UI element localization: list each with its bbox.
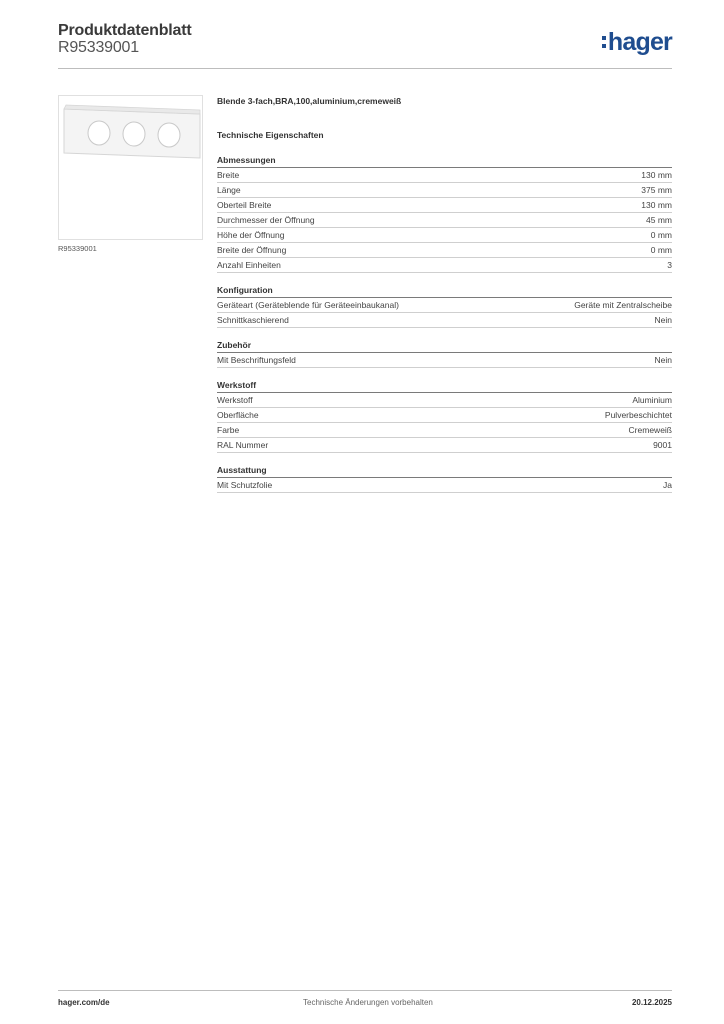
property-row	[217, 298, 672, 313]
product-name: Blende 3-fach,BRA,100,aluminium,cremeweiß	[217, 96, 402, 106]
property-value: Aluminium	[632, 395, 672, 405]
property-label: Anzahl Einheiten	[217, 260, 281, 270]
property-label: Oberfläche	[217, 410, 259, 420]
property-label: Breite	[217, 170, 240, 180]
property-row	[217, 213, 672, 228]
cover-plate-illustration	[59, 96, 202, 239]
property-label: Länge	[217, 185, 241, 195]
property-label: Geräteart (Geräteblende für Geräteeinbaukanal)	[217, 300, 399, 310]
footer-divider	[58, 990, 672, 991]
property-label: Mit Schutzfolie	[217, 480, 273, 490]
property-value: Pulverbeschichtet	[604, 410, 672, 420]
property-row	[217, 243, 672, 258]
property-label: Durchmesser der Öffnung	[217, 215, 315, 225]
image-caption: R95339001	[58, 244, 97, 253]
property-row	[217, 423, 672, 438]
logo-text: hager	[607, 28, 672, 56]
property-label: Schnittkaschierend	[217, 315, 289, 325]
product-details	[217, 95, 672, 493]
group-title-zubehoer: Zubehör	[217, 338, 672, 353]
property-label: Höhe der Öffnung	[217, 230, 285, 240]
property-label: Mit Beschriftungsfeld	[217, 355, 296, 365]
property-row	[217, 258, 672, 273]
property-label: Oberteil Breite	[217, 200, 272, 210]
property-row	[217, 353, 672, 368]
property-value: 0 mm	[650, 230, 672, 240]
property-row	[217, 313, 672, 328]
article-number: R95339001	[58, 39, 139, 56]
property-row	[217, 438, 672, 453]
document-header	[58, 22, 672, 68]
group-title-ausstattung: Ausstattung	[217, 463, 672, 478]
property-label: Werkstoff	[217, 395, 253, 405]
property-row	[217, 168, 672, 183]
header-divider	[58, 68, 672, 69]
group-title-werkstoff: Werkstoff	[217, 378, 672, 393]
footer-website-link[interactable]: hager.com/de	[58, 998, 110, 1007]
property-value: 375 mm	[641, 185, 672, 195]
page-title: Produktdatenblatt	[58, 22, 192, 39]
footer-date: 20.12.2025	[631, 998, 672, 1007]
property-row	[217, 393, 672, 408]
property-value: 3	[667, 260, 672, 270]
property-label: RAL Nummer	[217, 440, 269, 450]
property-value: 130 mm	[641, 200, 672, 210]
property-value: Nein	[654, 315, 672, 325]
property-row	[217, 408, 672, 423]
group-title-abmessungen: Abmessungen	[217, 153, 672, 168]
property-value: 130 mm	[641, 170, 672, 180]
product-image	[58, 95, 203, 240]
property-row	[217, 183, 672, 198]
footer-notice: Technische Änderungen vorbehalten	[303, 998, 433, 1007]
property-label: Farbe	[217, 425, 240, 435]
property-row	[217, 228, 672, 243]
logo-dots-icon	[602, 36, 606, 48]
property-value: Nein	[654, 355, 672, 365]
group-title-konfiguration: Konfiguration	[217, 283, 672, 298]
property-label: Breite der Öffnung	[217, 245, 287, 255]
hager-logo	[602, 28, 672, 56]
property-row	[217, 198, 672, 213]
property-value: Ja	[663, 480, 672, 490]
property-value: 0 mm	[650, 245, 672, 255]
property-value: 9001	[653, 440, 672, 450]
property-value: Geräte mit Zentralscheibe	[574, 300, 672, 310]
property-row	[217, 478, 672, 493]
property-value: Cremeweiß	[628, 425, 672, 435]
property-value: 45 mm	[646, 215, 672, 225]
section-title: Technische Eigenschaften	[217, 130, 324, 140]
